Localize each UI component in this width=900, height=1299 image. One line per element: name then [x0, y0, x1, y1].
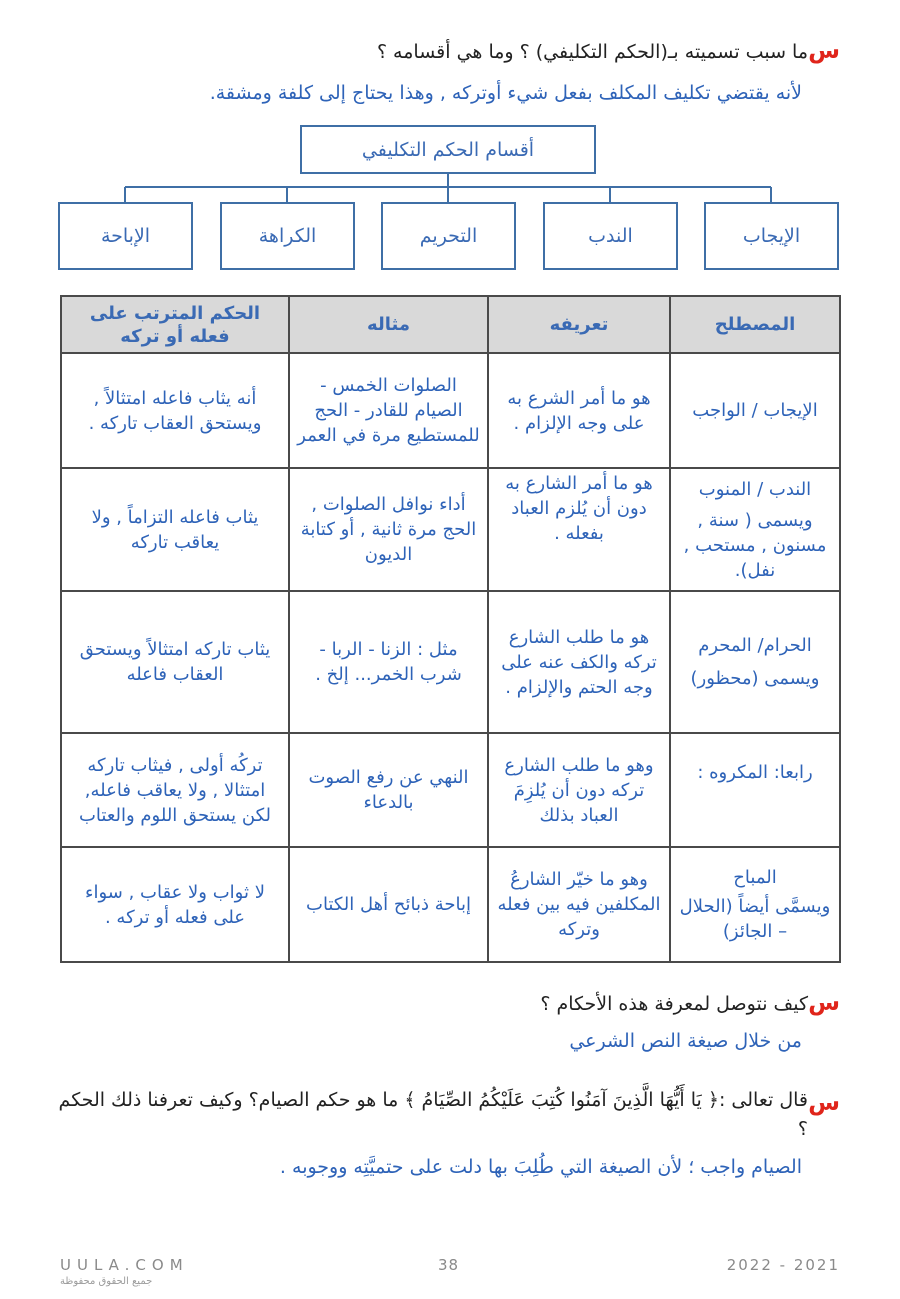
cell-example: النهي عن رفع الصوت بالدعاء [289, 733, 488, 847]
footer-brand-logo: UULA.COM [60, 1256, 189, 1274]
answer-3-text: الصيام واجب ؛ لأن الصيغة التي طُلِبَ بها دلت على حتميَّتِه ووجوبه . [279, 1156, 802, 1178]
table-header-row [61, 296, 840, 353]
header-definition: تعريفه [488, 296, 670, 353]
table-row [61, 847, 840, 962]
term-alt: ويسمَّى أيضاً (الحلال – الجائز) [679, 896, 831, 942]
cell-term [670, 733, 840, 847]
cell-definition: وهو ما خيّر الشارعُ المكلفين فيه بين فعله وتركه [488, 847, 670, 962]
term-main: رابعا: المكروه : [697, 762, 813, 783]
term-alt: ويسمى (محظور) [690, 668, 820, 689]
cell-term [670, 847, 840, 962]
term-alt: ويسمى ( سنة , مسنون , مستحب , نفل). [683, 509, 827, 581]
diagram-child-ijab: الإيجاب [704, 202, 839, 270]
question-2-text: كيف نتوصل لمعرفة هذه الأحكام ؟ [540, 993, 808, 1015]
rulings-table [60, 295, 841, 963]
diagram-child-karaha: الكراهة [220, 202, 355, 270]
diagram-child-ibaha: الإباحة [58, 202, 193, 270]
answer-1-text: لأنه يقتضي تكليف المكلف بفعل شيء أوتركه , وهذا يحتاج إلى كلفة ومشقة. [209, 82, 802, 104]
footer-year: 2022 - 2021 [726, 1256, 840, 1274]
header-ruling: الحكم المترتب على فعله أو تركه [61, 296, 289, 353]
term-main: الإيجاب / الواجب [692, 400, 818, 421]
question-1-text: ما سبب تسميته بـ(الحكم التكليفي) ؟ وما هي أقسامه ؟ [376, 41, 808, 63]
question-marker: س [808, 38, 840, 64]
diagram-child-tahrim: التحريم [381, 202, 516, 270]
cell-term [670, 591, 840, 733]
cell-ruling: لا ثواب ولا عقاب , سواء على فعله أو تركه . [61, 847, 289, 962]
footer-rights: جميع الحقوق محفوظة [60, 1276, 153, 1287]
cell-example: مثل : الزنا - الربا - شرب الخمر... إلخ . [289, 591, 488, 733]
table-row [61, 468, 840, 591]
cell-ruling: أنه يثاب فاعله امتثالاً , ويستحق العقاب تاركه . [61, 353, 289, 468]
term-main: المباح [733, 867, 777, 888]
cell-example: الصلوات الخمس - الصيام للقادر - الحج للمستطيع مرة في العمر [289, 353, 488, 468]
cell-example: إباحة ذبائح أهل الكتاب [289, 847, 488, 962]
table-row [61, 353, 840, 468]
cell-term [670, 353, 840, 468]
question-marker: س [808, 1090, 840, 1116]
cell-definition: هو ما أمر الشرع به على وجه الإلزام . [488, 353, 670, 468]
cell-definition: وهو ما طلب الشارع تركه دون أن يُلزِمَ العباد بذلك [488, 733, 670, 847]
cell-definition: هو ما أمر الشارع به دون أن يُلزم العباد بفعله . [488, 468, 670, 591]
table-row [61, 591, 840, 733]
answer-2-text: من خلال صيغة النص الشرعي [569, 1030, 802, 1052]
header-example: مثاله [289, 296, 488, 353]
question-marker: س [808, 990, 840, 1016]
term-main: الندب / المنوب [698, 478, 812, 500]
diagram-root-box: أقسام الحكم التكليفي [300, 125, 596, 174]
header-term: المصطلح [670, 296, 840, 353]
page-number: 38 [438, 1256, 460, 1274]
question-3-text: قال تعالى :﴿ يَا أَيُّهَا الَّذِينَ آمَنُوا كُتِبَ عَلَيْكُمُ الصِّيَامُ ﴾ ما هو حكم الصيام؟ وكيف تعرفنا ذلك الحكم ؟ [58, 1089, 808, 1140]
cell-example: أداء نوافل الصلوات , الحج مرة ثانية , أو كتابة الديون [289, 468, 488, 591]
term-main: الحرام/ المحرم [698, 635, 812, 656]
cell-ruling: يثاب تاركه امتثالاً ويستحق العقاب فاعله [61, 591, 289, 733]
table-row [61, 733, 840, 847]
cell-term [670, 468, 840, 591]
cell-definition: هو ما طلب الشارع تركه والكف عنه على وجه الحتم والإلزام . [488, 591, 670, 733]
cell-ruling: يثاب فاعله التزاماً , ولا يعاقب تاركه [61, 468, 289, 591]
diagram-child-nadb: الندب [543, 202, 678, 270]
cell-ruling: تركُه أولى , فيثاب تاركه امتثالا , ولا يعاقب فاعله, لكن يستحق اللوم والعتاب [61, 733, 289, 847]
